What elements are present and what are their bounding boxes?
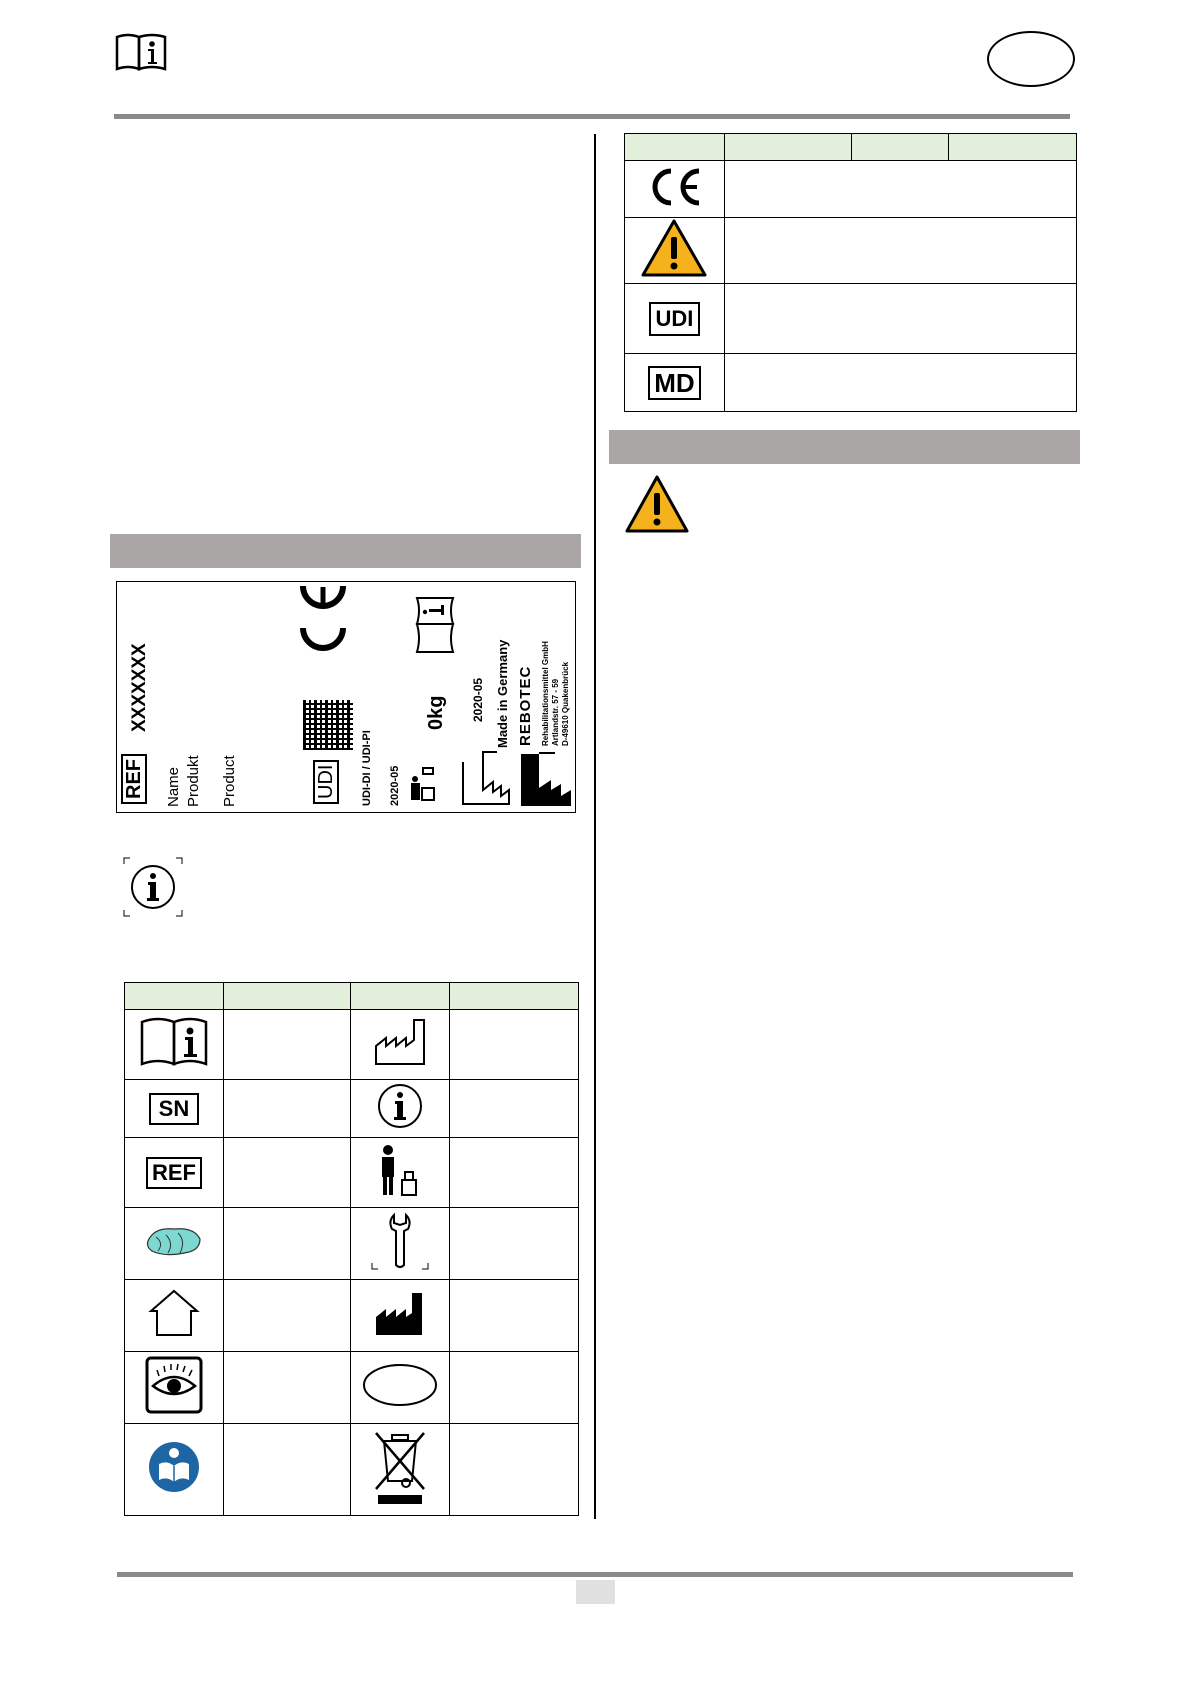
table-row	[125, 1208, 579, 1280]
table-row	[125, 1424, 579, 1516]
label-name-line: Produkt	[185, 755, 202, 807]
info-note-icon	[122, 856, 184, 918]
table-row	[125, 1010, 579, 1080]
ref-icon: REF	[146, 1157, 202, 1189]
read-manual-icon	[147, 1481, 201, 1498]
table-row	[125, 1138, 579, 1208]
table-row	[625, 161, 1077, 218]
warning-icon	[640, 265, 708, 282]
label-name-line: Product	[221, 755, 238, 807]
weee-bin-icon	[368, 1494, 432, 1511]
product-label	[116, 581, 576, 813]
page-number-box	[576, 1580, 615, 1604]
label-udi-caption: UDI-DI / UDI-PI	[361, 730, 373, 806]
table-header-row	[125, 983, 579, 1010]
label-ref-symbol: REF	[121, 754, 147, 804]
label-date-of-manufacture-icon	[461, 750, 511, 806]
label-udi-symbol: UDI	[313, 760, 339, 804]
label-address-line: D-49610 Quakenbrück	[561, 661, 570, 746]
language-oval-icon	[360, 1396, 440, 1413]
table-row	[625, 354, 1077, 412]
wrench-icon	[370, 1260, 430, 1277]
label-date-left: 2020-05	[389, 765, 401, 806]
label-ce-mark-icon	[299, 582, 349, 654]
info-icon	[375, 1118, 425, 1135]
section-bar-label	[110, 534, 581, 568]
label-address-line: Rehabilitationsmittel GmbH	[541, 641, 550, 746]
label-weight-icon	[405, 764, 443, 802]
label-brand: REBOTEC	[517, 665, 534, 746]
table-row	[125, 1080, 579, 1138]
label-weight: 0kg	[425, 695, 447, 730]
label-made-in: Made in Germany	[495, 639, 510, 748]
instructions-icon	[138, 1057, 210, 1074]
symbols-table	[124, 982, 579, 1516]
footer-rule	[117, 1572, 1073, 1577]
visual-check-icon	[145, 1401, 203, 1418]
indoor-use-icon	[145, 1326, 203, 1343]
label-manual-icon	[413, 594, 457, 656]
label-manufacturer-icon	[519, 750, 573, 808]
header-rule	[114, 114, 1070, 119]
manual-info-icon	[114, 32, 168, 72]
table-row	[125, 1280, 579, 1352]
sn-icon: SN	[149, 1093, 200, 1125]
label-datamatrix	[303, 700, 353, 750]
section-bar-safety	[609, 430, 1080, 464]
ce-mark-icon	[645, 196, 703, 213]
column-divider	[594, 134, 596, 1519]
label-ref-value: XXXXXXX	[129, 643, 150, 732]
table-row	[125, 1352, 579, 1424]
date-of-manufacture-icon	[372, 1055, 428, 1072]
table-header-row	[625, 134, 1077, 161]
label-date-right: 2020-05	[471, 677, 485, 722]
safety-warning-icon	[624, 474, 690, 534]
language-badge	[987, 31, 1075, 87]
label-address-line: Artlandstr. 57 - 59	[551, 678, 560, 746]
symbols-table-right	[624, 133, 1077, 412]
udi-icon: UDI	[649, 302, 701, 336]
table-row	[625, 284, 1077, 354]
label-name-line: Name	[165, 766, 182, 807]
max-user-weight-icon	[372, 1185, 428, 1202]
cushion-icon	[144, 1246, 204, 1263]
table-row	[625, 218, 1077, 284]
manufacturer-icon	[372, 1324, 428, 1341]
md-icon: MD	[648, 366, 700, 400]
